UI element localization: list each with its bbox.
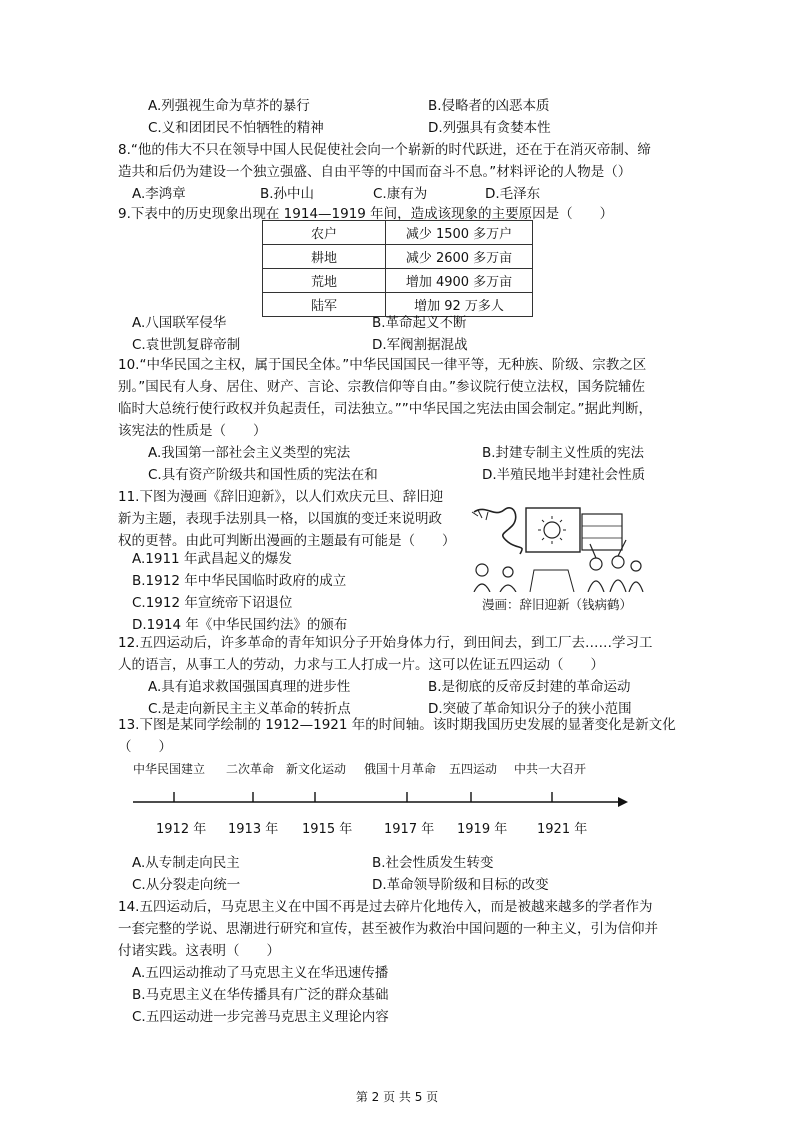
q13-stem-line1: 13.下图是某同学绘制的 1912—1921 年的时间轴。该时期我国历史发展的显著变化是新文化 — [118, 717, 676, 733]
q11-option-a: A.1911 年武昌起义的爆发 — [132, 551, 292, 567]
q14-stem-line2: 一套完整的学说、思潮进行研究和宣传，甚至被作为救治中国问题的一种主义，引为信仰并 — [118, 921, 658, 937]
q7-option-b: B.侵略者的凶恶本质 — [428, 98, 550, 114]
timeline-event: 新文化运动 — [286, 762, 347, 776]
table-cell: 减少 2600 多万亩 — [386, 245, 533, 269]
q10-option-c: C.具有资产阶级共和国性质的宪法在和 — [148, 467, 378, 483]
table-row — [263, 245, 533, 269]
q7-option-d: D.列强具有贪婪本性 — [428, 120, 551, 136]
q10-stem-line1: 10.“中华民国之主权，属于国民全体。”中华民国国民一律平等，无种族、阶级、宗教之区 — [118, 357, 647, 373]
table-cell: 增加 4900 多万亩 — [386, 269, 533, 293]
timeline-year: 1921 年 — [537, 822, 588, 837]
q13-option-b: B.社会性质发生转变 — [372, 855, 494, 871]
q9-option-c: C.袁世凯复辟帝制 — [132, 337, 241, 353]
timeline-year: 1913 年 — [228, 822, 279, 837]
q11-stem-line1: 11.下图为漫画《辞旧迎新》，以人们欢庆元旦、辞旧迎 — [118, 489, 444, 505]
table-row — [263, 221, 533, 245]
q8-option-b: B.孙中山 — [260, 186, 315, 202]
timeline-event: 中共一大召开 — [514, 762, 587, 776]
timeline-year: 1917 年 — [384, 822, 435, 837]
q11-option-d: D.1914 年《中华民国约法》的颁布 — [132, 617, 348, 633]
cartoon-illustration — [468, 500, 644, 592]
q14-option-b: B.马克思主义在华传播具有广泛的群众基础 — [132, 987, 389, 1003]
q10-stem-line2: 别。”国民有人身、居住、财产、言论、宗教信仰等自由。”参议院行使立法权，国务院辅佐 — [118, 379, 645, 395]
q12-stem-line2: 人的语言，从事工人的劳动，力求与工人打成一片。这可以佐证五四运动（ ） — [118, 657, 604, 673]
q13-stem-line2: （ ） — [118, 739, 172, 755]
table-cell: 荒地 — [263, 269, 386, 293]
q14-option-a: A.五四运动推动了马克思主义在华迅速传播 — [132, 965, 389, 981]
q10-stem-line4: 该宪法的性质是（ ） — [118, 423, 267, 439]
q11-stem-line3: 权的更替。由此可判断出漫画的主题最有可能是（ ） — [118, 533, 456, 549]
q14-stem-line3: 付诸实践。这表明（ ） — [118, 943, 280, 959]
cartoon-caption: 漫画：辞旧迎新（钱病鹤） — [482, 597, 633, 612]
q12-option-b: B.是彻底的反帝反封建的革命运动 — [428, 679, 631, 695]
table-cell: 陆军 — [263, 293, 386, 317]
timeline-year: 1919 年 — [457, 822, 508, 837]
q9-stem: 9.下表中的历史现象出现在 1914—1919 年间，造成该现象的主要原因是（ ） — [118, 206, 614, 222]
q9-option-d: D.军阀割据混战 — [372, 337, 468, 353]
q10-option-b: B.封建专制主义性质的宪法 — [482, 445, 645, 461]
timeline-event: 俄国十月革命 — [364, 762, 437, 776]
q8-stem-line2: 造共和后仍为建设一个独立强盛、自由平等的中国而奋斗不息。”材料评论的人物是（） — [118, 164, 632, 180]
q12-option-a: A.具有追求救国强国真理的进步性 — [148, 679, 351, 695]
q10-stem-line3: 临时大总统行使行政权并负起责任，司法独立。””中华民国之宪法由国会制定。”据此判断， — [118, 401, 652, 417]
table-cell: 减少 1500 多万户 — [386, 221, 533, 245]
q8-option-a: A.李鸿章 — [132, 186, 186, 202]
q7-option-c: C.义和团团民不怕牺牲的精神 — [148, 120, 324, 136]
timeline-event: 二次革命 — [226, 762, 275, 776]
table-cell: 农户 — [263, 221, 386, 245]
q12-option-c: C.是走向新民主主义革命的转折点 — [148, 701, 351, 717]
q12-option-d: D.突破了革命知识分子的狭小范围 — [428, 701, 632, 717]
q14-option-c: C.五四运动进一步完善马克思主义理论内容 — [132, 1009, 389, 1025]
timeline-year: 1912 年 — [156, 822, 207, 837]
q13-option-c: C.从分裂走向统一 — [132, 877, 241, 893]
q10-option-d: D.半殖民地半封建社会性质 — [482, 467, 646, 483]
q12-stem-line1: 12.五四运动后，许多革命的青年知识分子开始身体力行，到田间去，到工厂去……学习工 — [118, 635, 653, 651]
q13-option-d: D.革命领导阶级和目标的改变 — [372, 877, 549, 893]
q9-option-a: A.八国联军侵华 — [132, 315, 227, 331]
q11-option-c: C.1912 年宣统帝下诏退位 — [132, 595, 293, 611]
table-row — [263, 269, 533, 293]
timeline-axis — [0, 790, 794, 814]
timeline-year: 1915 年 — [302, 822, 353, 837]
q8-stem-line1: 8.“他的伟大不只在领导中国人民促使社会向一个崭新的时代跃进，还在于在消灭帝制、缔 — [118, 142, 651, 158]
q9-data-table — [262, 220, 533, 317]
timeline-event: 五四运动 — [449, 762, 498, 776]
q8-option-d: D.毛泽东 — [485, 186, 541, 202]
table-cell: 耕地 — [263, 245, 386, 269]
q7-option-a: A.列强视生命为草芥的暴行 — [148, 98, 310, 114]
q13-option-a: A.从专制走向民主 — [132, 855, 240, 871]
page-footer: 第 2 页 共 5 页 — [355, 1090, 439, 1104]
q9-option-b: B.革命起义不断 — [372, 315, 467, 331]
timeline-event: 中华民国建立 — [133, 762, 206, 776]
q11-stem-line2: 新为主题，表现手法别具一格，以国旗的变迁来说明政 — [118, 511, 442, 527]
q10-option-a: A.我国第一部社会主义类型的宪法 — [148, 445, 351, 461]
q8-option-c: C.康有为 — [373, 186, 428, 202]
q11-option-b: B.1912 年中华民国临时政府的成立 — [132, 573, 347, 589]
q14-stem-line1: 14.五四运动后，马克思主义在中国不再是过去碎片化地传入，而是被越来越多的学者作为 — [118, 899, 653, 915]
table-cell: 增加 92 万多人 — [386, 293, 533, 317]
